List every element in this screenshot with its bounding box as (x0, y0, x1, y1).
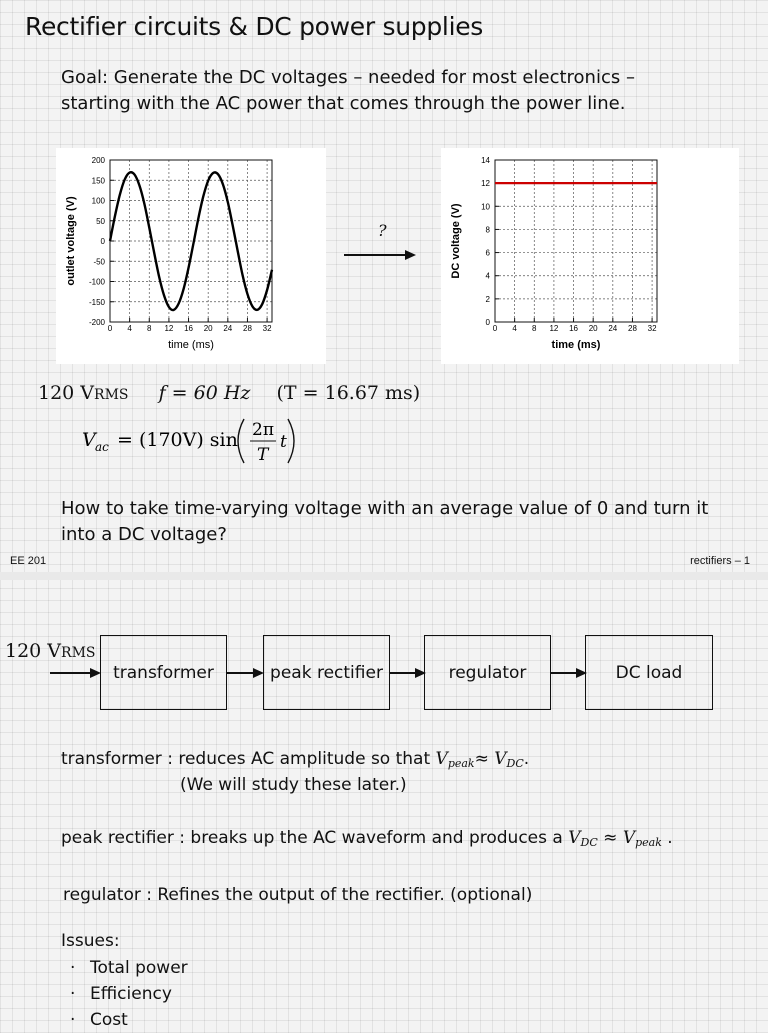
dc-load-block-label: DC load (615, 662, 683, 683)
y-tick-label: -200 (88, 318, 105, 327)
rectifier-to-regulator-arrow-icon (390, 667, 426, 679)
y-tick-label: -150 (88, 297, 105, 307)
issue-cost: Cost (90, 1010, 128, 1030)
outlet-voltage-svg (56, 148, 326, 364)
vrms-subscript: RMS (94, 387, 129, 403)
goal-text (61, 65, 701, 117)
left-paren (238, 419, 244, 463)
issues-list (70, 955, 188, 1033)
x-tick-label: 4 (512, 324, 517, 333)
x-tick-label: 16 (184, 324, 193, 333)
fraction-numerator: 2π (252, 420, 274, 440)
x-tick-label: 32 (647, 324, 657, 333)
vdc-subscript: DC (580, 836, 598, 849)
vpeak-symbol: V (435, 749, 448, 769)
regulator-block-label: regulator (448, 662, 527, 683)
transformer-note: (We will study these later.) (180, 775, 407, 795)
dc-voltage-chart (441, 148, 739, 364)
y-tick-label: 100 (91, 196, 105, 206)
period-mark: . (661, 828, 673, 848)
vac-subscript: ac (95, 440, 109, 454)
y-tick-label: 2 (485, 294, 490, 304)
input-arrow-icon (50, 667, 101, 679)
issue-efficiency: Efficiency (90, 984, 172, 1004)
transformer-block (100, 635, 227, 710)
footer-course: EE 201 (10, 555, 47, 567)
approx-sign: ≈ (597, 828, 623, 848)
vdc-subscript: DC (506, 757, 524, 770)
question-line-2: into a DC voltage? (61, 524, 227, 545)
y-tick-label: 12 (481, 179, 490, 189)
y-tick-label: 6 (485, 248, 490, 258)
x-tick-label: 0 (107, 324, 113, 333)
y-axis-label: outlet voltage (V) (65, 196, 77, 286)
y-tick-label: 0 (100, 237, 105, 246)
dc-load-block (585, 635, 713, 710)
regulator-to-load-arrow-icon (551, 667, 587, 679)
vpeak-symbol: V (622, 828, 636, 848)
x-tick-label: 16 (569, 324, 578, 333)
input-voltage-label (5, 640, 96, 662)
y-tick-label: 200 (91, 156, 105, 165)
y-tick-label: 0 (485, 318, 490, 327)
goal-line-2: starting with the AC power that comes through the power line. (61, 93, 626, 114)
x-tick-label: 4 (127, 324, 132, 333)
y-tick-label: -100 (88, 277, 105, 287)
fraction-denominator: T (257, 445, 269, 465)
vdc-symbol: V (568, 828, 581, 848)
vpeak-subscript: peak (635, 836, 662, 849)
x-tick-label: 32 (262, 324, 272, 333)
y-axis-label: DC voltage (V) (450, 203, 462, 279)
y-tick-label: 4 (485, 271, 490, 281)
vac-equation (82, 413, 342, 469)
x-axis-label: time (ms) (168, 339, 214, 351)
x-tick-label: 8 (147, 324, 152, 333)
x-tick-label: 20 (588, 324, 598, 333)
ac-spec-equation (38, 382, 420, 404)
list-item: · Total power (70, 958, 188, 978)
input-voltage-subscript: RMS (61, 645, 96, 661)
vdc-symbol: V (494, 749, 507, 769)
rectifier-desc-text: peak rectifier : breaks up the AC waveform and produces a (61, 828, 569, 848)
input-voltage-value: 120 V (5, 640, 62, 662)
list-item: · Cost (70, 1010, 128, 1030)
outlet-voltage-chart (56, 148, 326, 364)
vpeak-subscript: peak (447, 757, 475, 770)
transformer-block-label: transformer (113, 662, 214, 683)
period-mark: . (523, 749, 530, 769)
y-tick-label: 8 (485, 225, 490, 235)
right-paren (288, 419, 294, 463)
y-tick-label: 50 (96, 216, 105, 226)
y-tick-label: 14 (481, 156, 490, 165)
question-text (61, 496, 721, 548)
footer-page: rectifiers – 1 (690, 555, 750, 567)
issue-total-power: Total power (90, 958, 188, 978)
approx-sign: ≈ (474, 749, 495, 769)
list-item: · Efficiency (70, 984, 172, 1004)
goal-line-1: Goal: Generate the DC voltages – needed for most electronics – (61, 67, 635, 88)
frequency-value: f = 60 Hz (158, 382, 251, 404)
y-tick-label: 10 (481, 202, 490, 212)
x-axis-label: time (ms) (551, 339, 601, 351)
peak-rectifier-block (263, 635, 390, 710)
slide-divider (0, 572, 768, 580)
x-tick-label: 8 (532, 324, 537, 333)
x-tick-label: 12 (549, 324, 559, 333)
y-tick-label: 150 (91, 176, 105, 186)
vac-symbol: V (82, 429, 96, 451)
x-tick-label: 12 (164, 324, 174, 333)
transformer-description (61, 747, 529, 776)
x-tick-label: 28 (243, 324, 252, 333)
vrms-value: 120 V (38, 382, 95, 404)
regulator-description: regulator : Refines the output of the rectifier. (optional) (63, 885, 533, 905)
issues-title: Issues: (61, 931, 120, 951)
question-line-1: How to take time-varying voltage with an average value of 0 and turn it (61, 498, 709, 519)
rectifier-description (61, 826, 673, 855)
period-value: (T = 16.67 ms) (276, 382, 421, 404)
transformer-desc-text: transformer : reduces AC amplitude so that (61, 749, 436, 769)
y-tick-label: -50 (93, 257, 105, 267)
x-tick-label: 20 (203, 324, 213, 333)
peak-rectifier-block-label: peak rectifier (270, 662, 383, 683)
x-tick-label: 24 (223, 324, 233, 333)
time-variable: t (280, 432, 287, 452)
transformer-to-rectifier-arrow-icon (227, 667, 264, 679)
x-tick-label: 28 (628, 324, 637, 333)
regulator-block (424, 635, 551, 710)
slide-title: Rectifier circuits & DC power supplies (25, 12, 484, 41)
transform-question-mark: ? (378, 221, 387, 240)
x-tick-label: 0 (492, 324, 498, 333)
vac-rhs: = (170V) sin (117, 429, 238, 451)
x-tick-label: 24 (608, 324, 618, 333)
dc-voltage-svg (441, 148, 739, 364)
